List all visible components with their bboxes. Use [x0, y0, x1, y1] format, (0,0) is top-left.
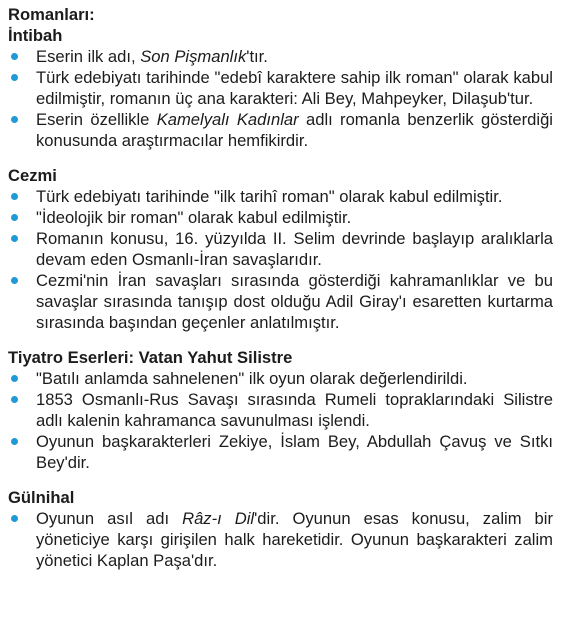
list-item [8, 431, 553, 473]
bullet-icon [11, 116, 18, 123]
item-text: "İdeolojik bir roman" olarak kabul edilmiştir. [36, 208, 352, 227]
bullet-icon [11, 277, 18, 284]
section [8, 165, 553, 333]
bullet-list [8, 186, 553, 333]
item-text: Türk edebiyatı tarihinde "edebî karaktere sahip ilk roman" olarak kabul edilmiştir, romanın üç ana karakteri: Ali Bey, Mahpeyker, Dilaşub'tur. [36, 68, 553, 108]
section-title: Cezmi [8, 166, 57, 185]
bullet-icon [11, 53, 18, 60]
item-text: Türk edebiyatı tarihinde "ilk tarihî roman" olarak kabul edilmiştir. [36, 187, 503, 206]
bullet-icon [11, 375, 18, 382]
item-text: "Batılı anlamda sahnelenen" ilk oyun olarak değerlendirildi. [36, 369, 468, 388]
item-text-end: 'dir. Oyunun esas konusu, zalim bir yöneticiye karşı girişilen halk hareketidir. Oyunun başkarakteri zalim yönetici Kaplan Paşa'dır. [36, 509, 553, 570]
item-text: Oyunun asıl adı [36, 509, 183, 528]
item-italic-text: Son Pişmanlık [140, 47, 247, 66]
item-text: 1853 Osmanlı-Rus Savaşı sırasında Rumeli topraklarındaki Silistre adlı kalenin kahramanca savunulması işlendi. [36, 390, 553, 430]
list-item [8, 368, 553, 389]
item-italic-text: Râz-ı Dil [182, 509, 255, 528]
item-text: Romanın konusu, 16. yüzyılda II. Selim devrinde başlayıp aralıklarla devam eden Osmanlı-İran savaşlarıdır. [36, 229, 553, 269]
list-item [8, 46, 553, 67]
list-item [8, 186, 553, 207]
section [8, 487, 553, 571]
section [8, 25, 553, 151]
bullet-icon [11, 396, 18, 403]
list-item [8, 389, 553, 431]
list-item [8, 67, 553, 109]
bullet-list [8, 46, 553, 151]
list-item [8, 228, 553, 270]
list-item [8, 207, 553, 228]
item-text: Cezmi'nin İran savaşları sırasında gösterdiği kahramanlıklar ve bu savaşlar sırasında tanışıp dost olduğu Adil Giray'ı esaretten kurtarma sırasında başından geçenler anlatılmıştır. [36, 271, 553, 332]
item-italic-text: Kamelyalı Kadınlar [156, 110, 299, 129]
bullet-icon [11, 438, 18, 445]
page-heading: Romanları: [8, 5, 95, 24]
item-text-end: adlı romanla benzerlik gösterdiği konusunda araştırmacılar hemfikirdir. [36, 110, 553, 150]
item-text-end: 'tır. [246, 47, 268, 66]
list-item [8, 270, 553, 333]
item-text: Oyunun başkarakterleri Zekiye, İslam Bey, Abdullah Çavuş ve Sıtkı Bey'dir. [36, 432, 553, 472]
bullet-icon [11, 515, 18, 522]
bullet-icon [11, 74, 18, 81]
bullet-list [8, 368, 553, 473]
item-text: Eserin özellikle [36, 110, 157, 129]
section-title: Tiyatro Eserleri: Vatan Yahut Silistre [8, 348, 293, 367]
section-title: Gülnihal [8, 488, 75, 507]
list-item [8, 109, 553, 151]
section [8, 347, 553, 473]
section-title: İntibah [8, 26, 63, 45]
bullet-icon [11, 193, 18, 200]
bullet-icon [11, 214, 18, 221]
bullet-list [8, 508, 553, 571]
list-item [8, 508, 553, 571]
bullet-icon [11, 235, 18, 242]
sections-container [8, 25, 553, 571]
item-text: Eserin ilk adı, [36, 47, 141, 66]
